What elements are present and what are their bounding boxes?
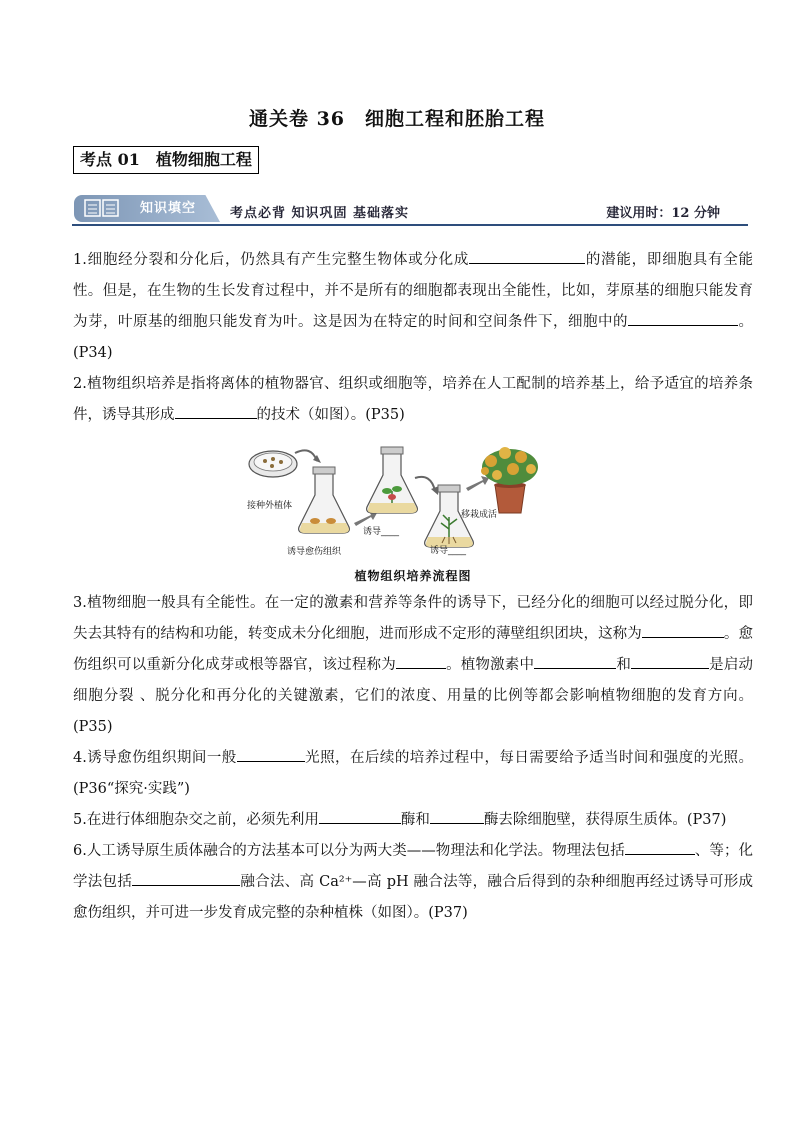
tissue-culture-figure — [73, 433, 753, 588]
arrow-icon — [466, 476, 489, 491]
answer-blank[interactable] — [319, 806, 401, 824]
label-induce-1: 诱导____ — [363, 527, 400, 537]
q3-text-d: 和 — [616, 657, 631, 673]
answer-blank[interactable] — [175, 401, 257, 419]
answer-blank[interactable] — [534, 651, 616, 669]
question-4 — [73, 743, 753, 805]
answer-blank[interactable] — [396, 651, 446, 669]
question-list — [73, 245, 753, 929]
figure-caption: 植物组织培养流程图 — [354, 569, 472, 583]
q5-text-c: 酶去除细胞壁，获得原生质体。(P37) — [483, 812, 727, 828]
q3-text-c: 。植物激素中 — [445, 657, 535, 673]
q3-text-a: 3.植物细胞一般具有全能性。在一定的激素和营养等条件的诱导下，已经分化的细胞可以经过脱分化，即失去其特有的结构和功能，转变成未分化细胞，进而形成不定形的薄壁组织团块，这称为 — [73, 595, 753, 642]
q6-text-a: 6.人工诱导原生质体融合的方法基本可以分为两大类——物理法和化学法。物理法包括 — [73, 843, 625, 859]
banner-rule — [72, 224, 748, 226]
q1-text-a: 1.细胞经分裂和分化后，仍然具有产生完整生物体或分化成 — [73, 252, 470, 268]
q4-text-a: 4.诱导愈伤组织期间一般 — [73, 750, 237, 766]
q3-text-e: 是启动细胞分裂 、脱分化和再分化的关键激素，它们的浓度、用量的比例等都会影响植物细胞的发育方向。(P35) — [73, 657, 754, 735]
q4-text-b: 光照，在后续的培养过程中，每日需要给予适当时间和强度的光照。(P36“探究·实践”) — [73, 750, 754, 797]
flask-callus-icon — [299, 467, 350, 533]
suggested-time: 建议用时：12 分钟 — [606, 206, 720, 221]
q6-text-b: 、等；化学法包括 — [73, 843, 753, 890]
answer-blank[interactable] — [631, 651, 709, 669]
label-explant: 接种外植体 — [247, 501, 293, 511]
label-transplant: 移栽成活 — [461, 510, 498, 520]
book-icon — [84, 199, 120, 217]
answer-blank[interactable] — [237, 744, 305, 762]
answer-blank[interactable] — [132, 868, 240, 886]
answer-blank[interactable] — [628, 308, 738, 326]
petri-dish-icon — [249, 451, 297, 477]
question-3 — [73, 588, 753, 743]
q5-text-b: 酶和 — [400, 812, 430, 828]
answer-blank[interactable] — [430, 806, 484, 824]
question-6 — [73, 836, 753, 929]
question-1 — [73, 245, 753, 369]
banner-tag-label: 知识填空 — [140, 201, 197, 216]
section-heading: 考点 01 植物细胞工程 — [73, 146, 259, 174]
question-5 — [73, 805, 753, 836]
flask-shoot-icon — [367, 447, 418, 513]
answer-blank[interactable] — [469, 246, 585, 264]
section-banner — [72, 193, 748, 229]
q5-text-a: 5.在进行体细胞杂交之前，必须先利用 — [73, 812, 319, 828]
label-callus: 诱导愈伤组织 — [287, 547, 342, 557]
q1-text-b: 的潜能，即细胞具有全能性。但是，在生物的生长发育过程中，并不是所有的细胞都表现出全能性，比如，芽原基的细胞只能发育为芽，叶原基的细胞只能发育为叶。这是因为在特定的时间和空间条件下，细胞中的 — [73, 252, 753, 330]
q3-text-b: 。愈伤组织可以重新分化成芽或根等器官，该过程称为 — [73, 626, 753, 673]
label-induce-2: 诱导____ — [430, 546, 467, 556]
answer-blank[interactable] — [625, 837, 695, 855]
q2-text-b: 的技术（如图）。(P35) — [256, 407, 405, 423]
answer-blank[interactable] — [642, 620, 724, 638]
tissue-culture-diagram — [73, 433, 753, 558]
banner-slogan: 考点必背 知识巩固 基础落实 — [230, 206, 410, 221]
q6-text-c: 融合法、高 Ca²⁺—高 pH 融合法等，融合后得到的杂种细胞再经过诱导可形成愈伤组织，并可进一步发育成完整的杂种植株（如图）。(P37) — [73, 874, 753, 921]
q1-text-c: 。(P34) — [73, 314, 753, 361]
page-title: 通关卷 36 细胞工程和胚胎工程 — [248, 108, 546, 130]
q2-text-a: 2.植物组织培养是指将离体的植物器官、组织或细胞等，培养在人工配制的培养基上，给予适宜的培养条件，诱导其形成 — [73, 376, 753, 423]
question-2 — [73, 369, 753, 431]
